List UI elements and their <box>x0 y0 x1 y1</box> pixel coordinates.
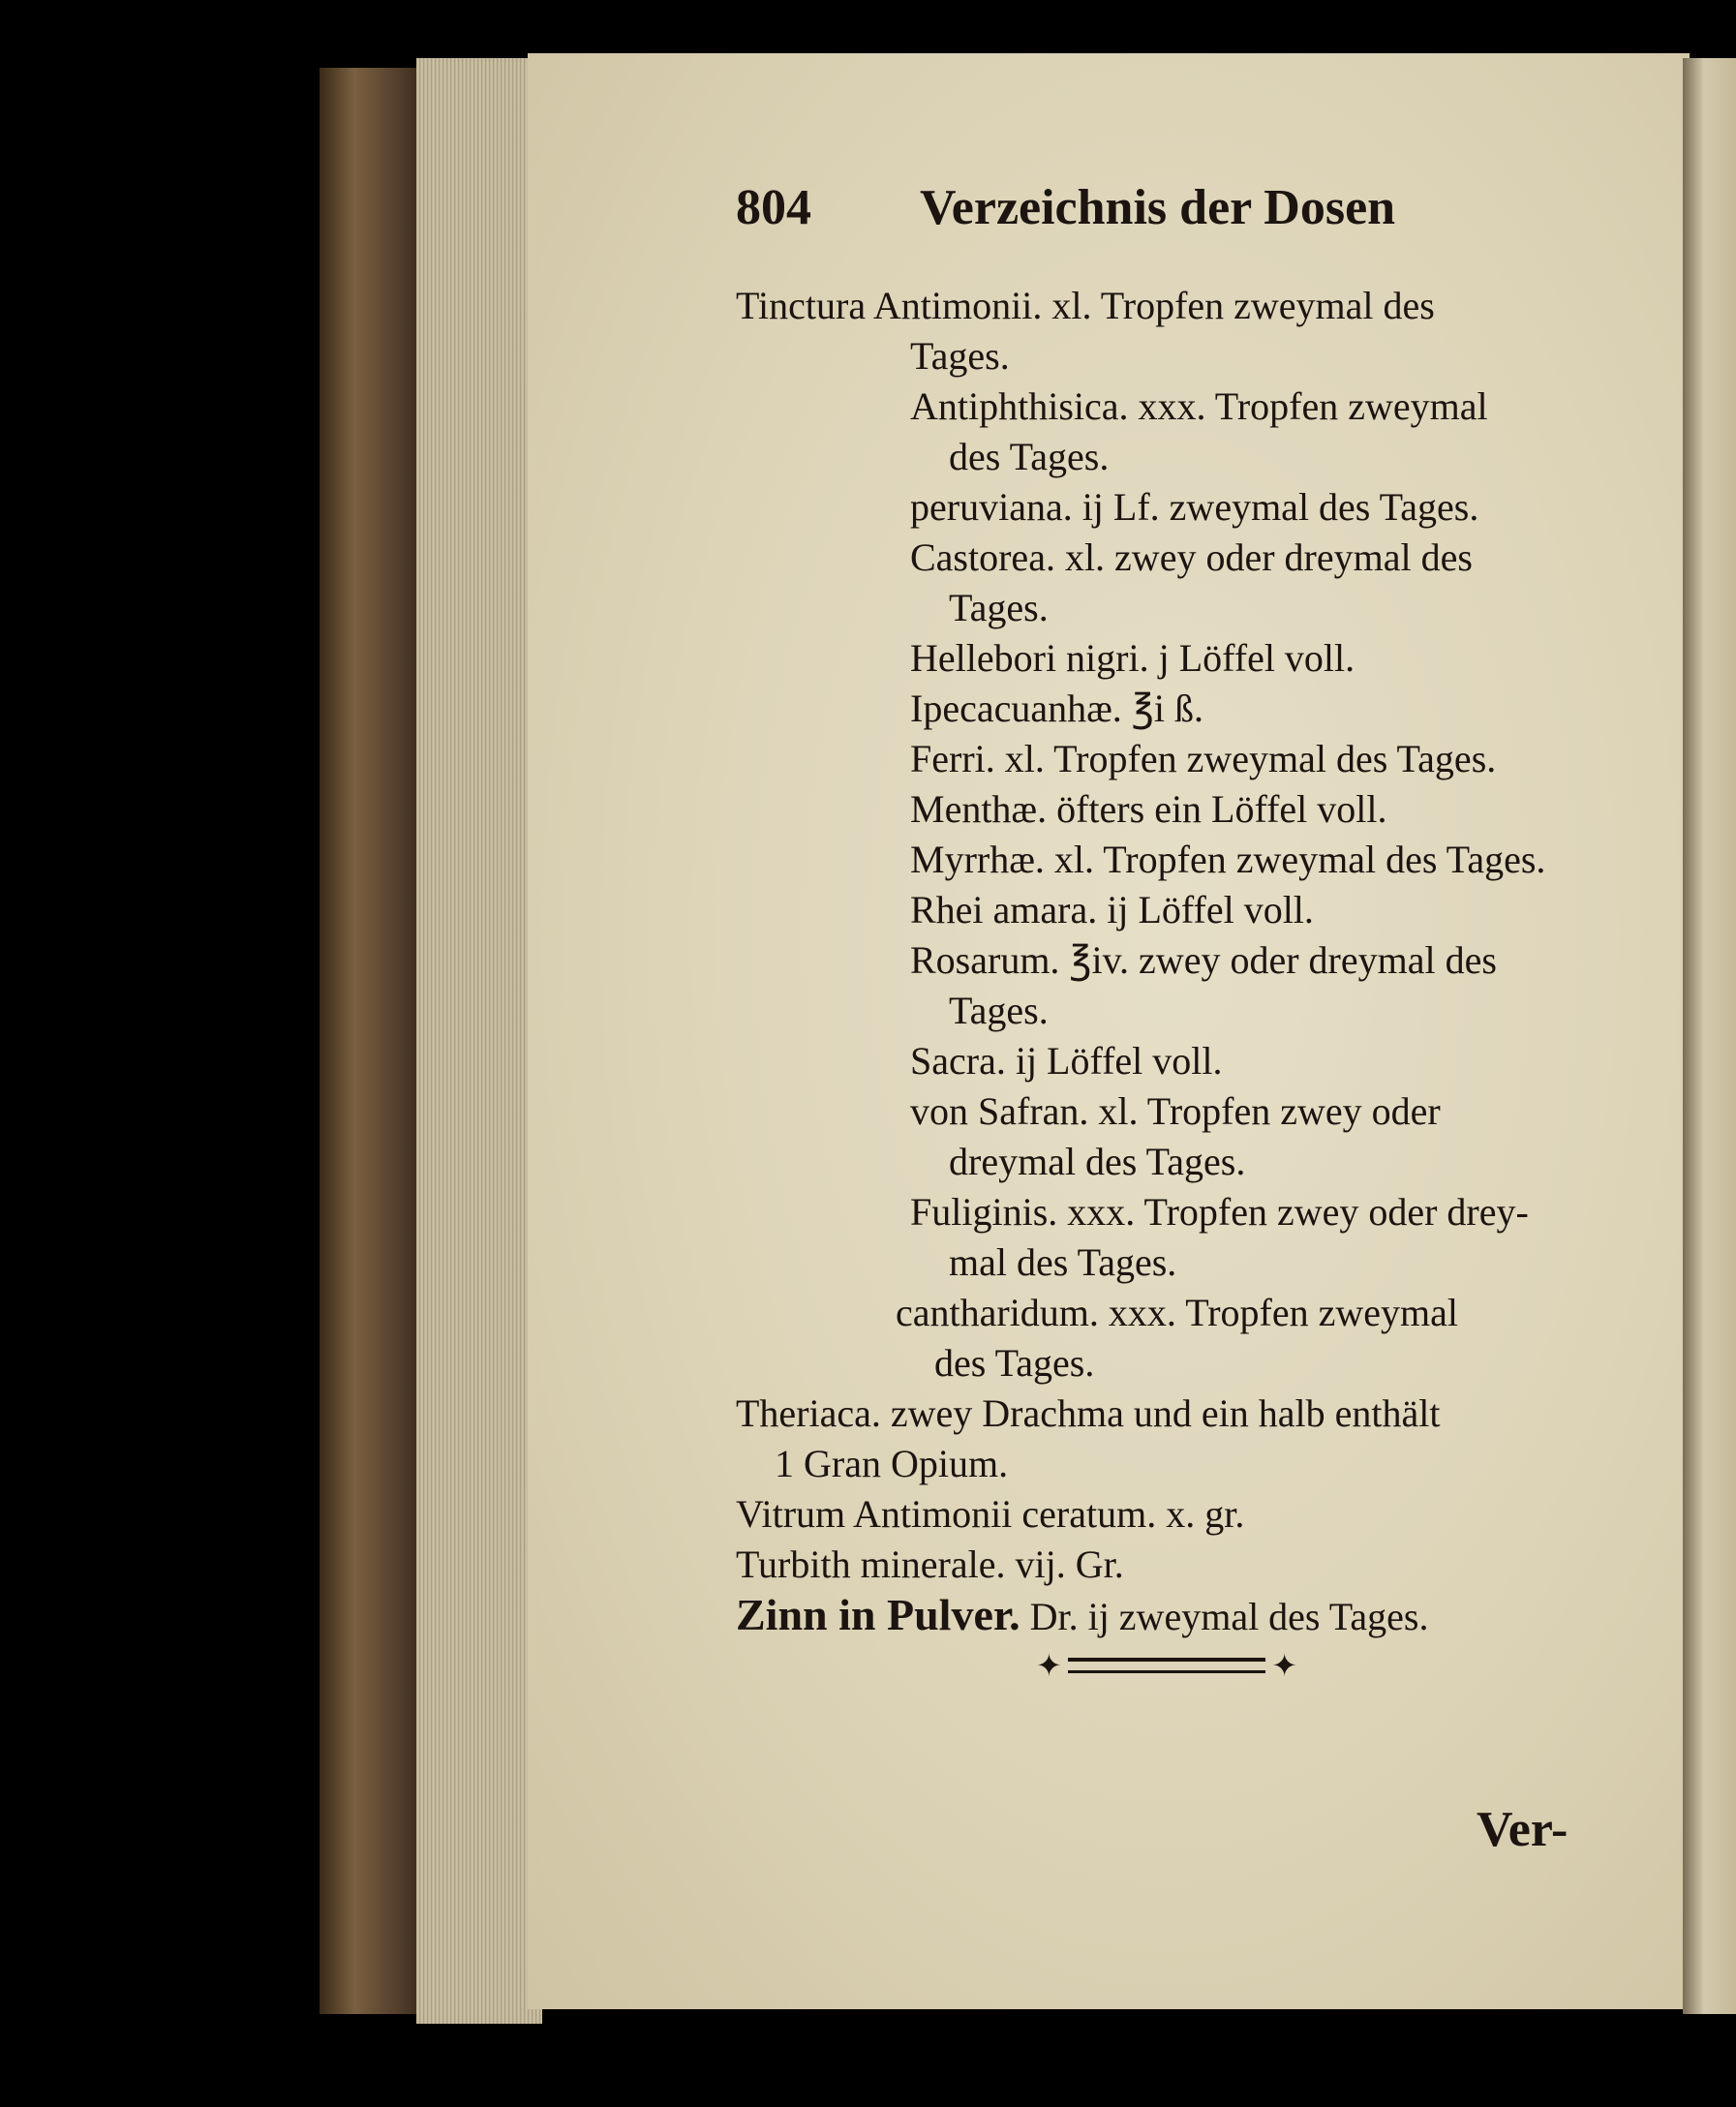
entry-line: dreymal des Tages. <box>949 1140 1246 1183</box>
entry-line: Tages. <box>949 989 1049 1032</box>
dose-list <box>736 281 1593 1642</box>
entry-line: Tages. <box>910 334 1010 378</box>
entry-line: Theriaca. zwey Drachma und ein halb enthält <box>736 1391 1441 1435</box>
list-item <box>736 1389 1593 1489</box>
list-item <box>910 1086 1593 1187</box>
list-item <box>736 1590 1593 1642</box>
ornament-rule <box>1036 1646 1297 1685</box>
list-item <box>736 281 1593 382</box>
entry-line: 1 Gran Opium. <box>775 1442 1009 1485</box>
list-item <box>910 1187 1593 1288</box>
list-item <box>910 633 1593 684</box>
entry-line: Hellebori nigri. j Löffel voll. <box>910 636 1355 680</box>
entry-line <box>736 1590 1593 1642</box>
entry-line: Sacra. ij Löffel voll. <box>910 1039 1223 1083</box>
entry-line: Menthæ. öfters ein Löffel voll. <box>910 787 1387 831</box>
list-item <box>910 935 1593 1036</box>
list-item <box>910 835 1593 885</box>
list-item <box>910 533 1593 633</box>
list-item <box>896 1288 1593 1389</box>
entry-line: Tages. <box>949 586 1049 629</box>
list-item <box>910 684 1593 734</box>
zinn-name: Zinn in Pulver. <box>736 1590 1020 1639</box>
entry-line: Turbith minerale. vij. Gr. <box>736 1542 1124 1586</box>
entry-line: von Safran. xl. Tropfen zwey oder <box>910 1089 1441 1133</box>
list-item <box>910 1036 1593 1086</box>
catchword: Ver- <box>1477 1802 1568 1857</box>
entry-line: peruviana. ij Lf. zweymal des Tages. <box>910 485 1479 529</box>
entry-line: Vitrum Antimonii ceratum. x. gr. <box>736 1492 1245 1536</box>
ornament-right-icon: ✦ <box>1271 1648 1297 1683</box>
entry-line: Fuliginis. xxx. Tropfen zwey oder drey- <box>910 1190 1529 1234</box>
entry-line: mal des Tages. <box>949 1240 1177 1284</box>
entry-line: des Tages. <box>934 1341 1095 1385</box>
list-item <box>910 382 1593 482</box>
list-item <box>910 734 1593 784</box>
list-item <box>910 885 1593 935</box>
entry-line: Ferri. xl. Tropfen zweymal des Tages. <box>910 737 1497 780</box>
facing-page-edge <box>1683 58 1736 2014</box>
entry-line: Rosarum. ℥iv. zwey oder dreymal des <box>910 938 1497 982</box>
entry-line: Myrrhæ. xl. Tropfen zweymal des Tages. <box>910 838 1546 881</box>
page-number: 804 <box>736 180 811 235</box>
list-item <box>910 784 1593 835</box>
entry-line: Ipecacuanhæ. ℥i ß. <box>910 687 1203 730</box>
entry-line: cantharidum. xxx. Tropfen zweymal <box>896 1291 1458 1334</box>
running-title: Verzeichnis der Dosen <box>920 180 1396 235</box>
entry-line: Tinctura Antimonii. xl. Tropfen zweymal des <box>736 284 1435 327</box>
entry-line: Antiphthisica. xxx. Tropfen zweymal <box>910 384 1488 428</box>
list-item <box>910 482 1593 533</box>
page-edges <box>416 58 542 2024</box>
zinn-dose: Dr. ij zweymal des Tages. <box>1029 1595 1429 1638</box>
entry-line: des Tages. <box>949 435 1110 478</box>
list-item <box>736 1540 1593 1590</box>
list-item <box>736 1489 1593 1540</box>
entry-line: Rhei amara. ij Löffel voll. <box>910 888 1314 931</box>
entry-line: Castorea. xl. zwey oder dreymal des <box>910 535 1473 579</box>
ornament-line <box>1068 1658 1265 1673</box>
ornament-left-icon: ✦ <box>1036 1648 1062 1683</box>
page-header <box>736 179 1414 247</box>
